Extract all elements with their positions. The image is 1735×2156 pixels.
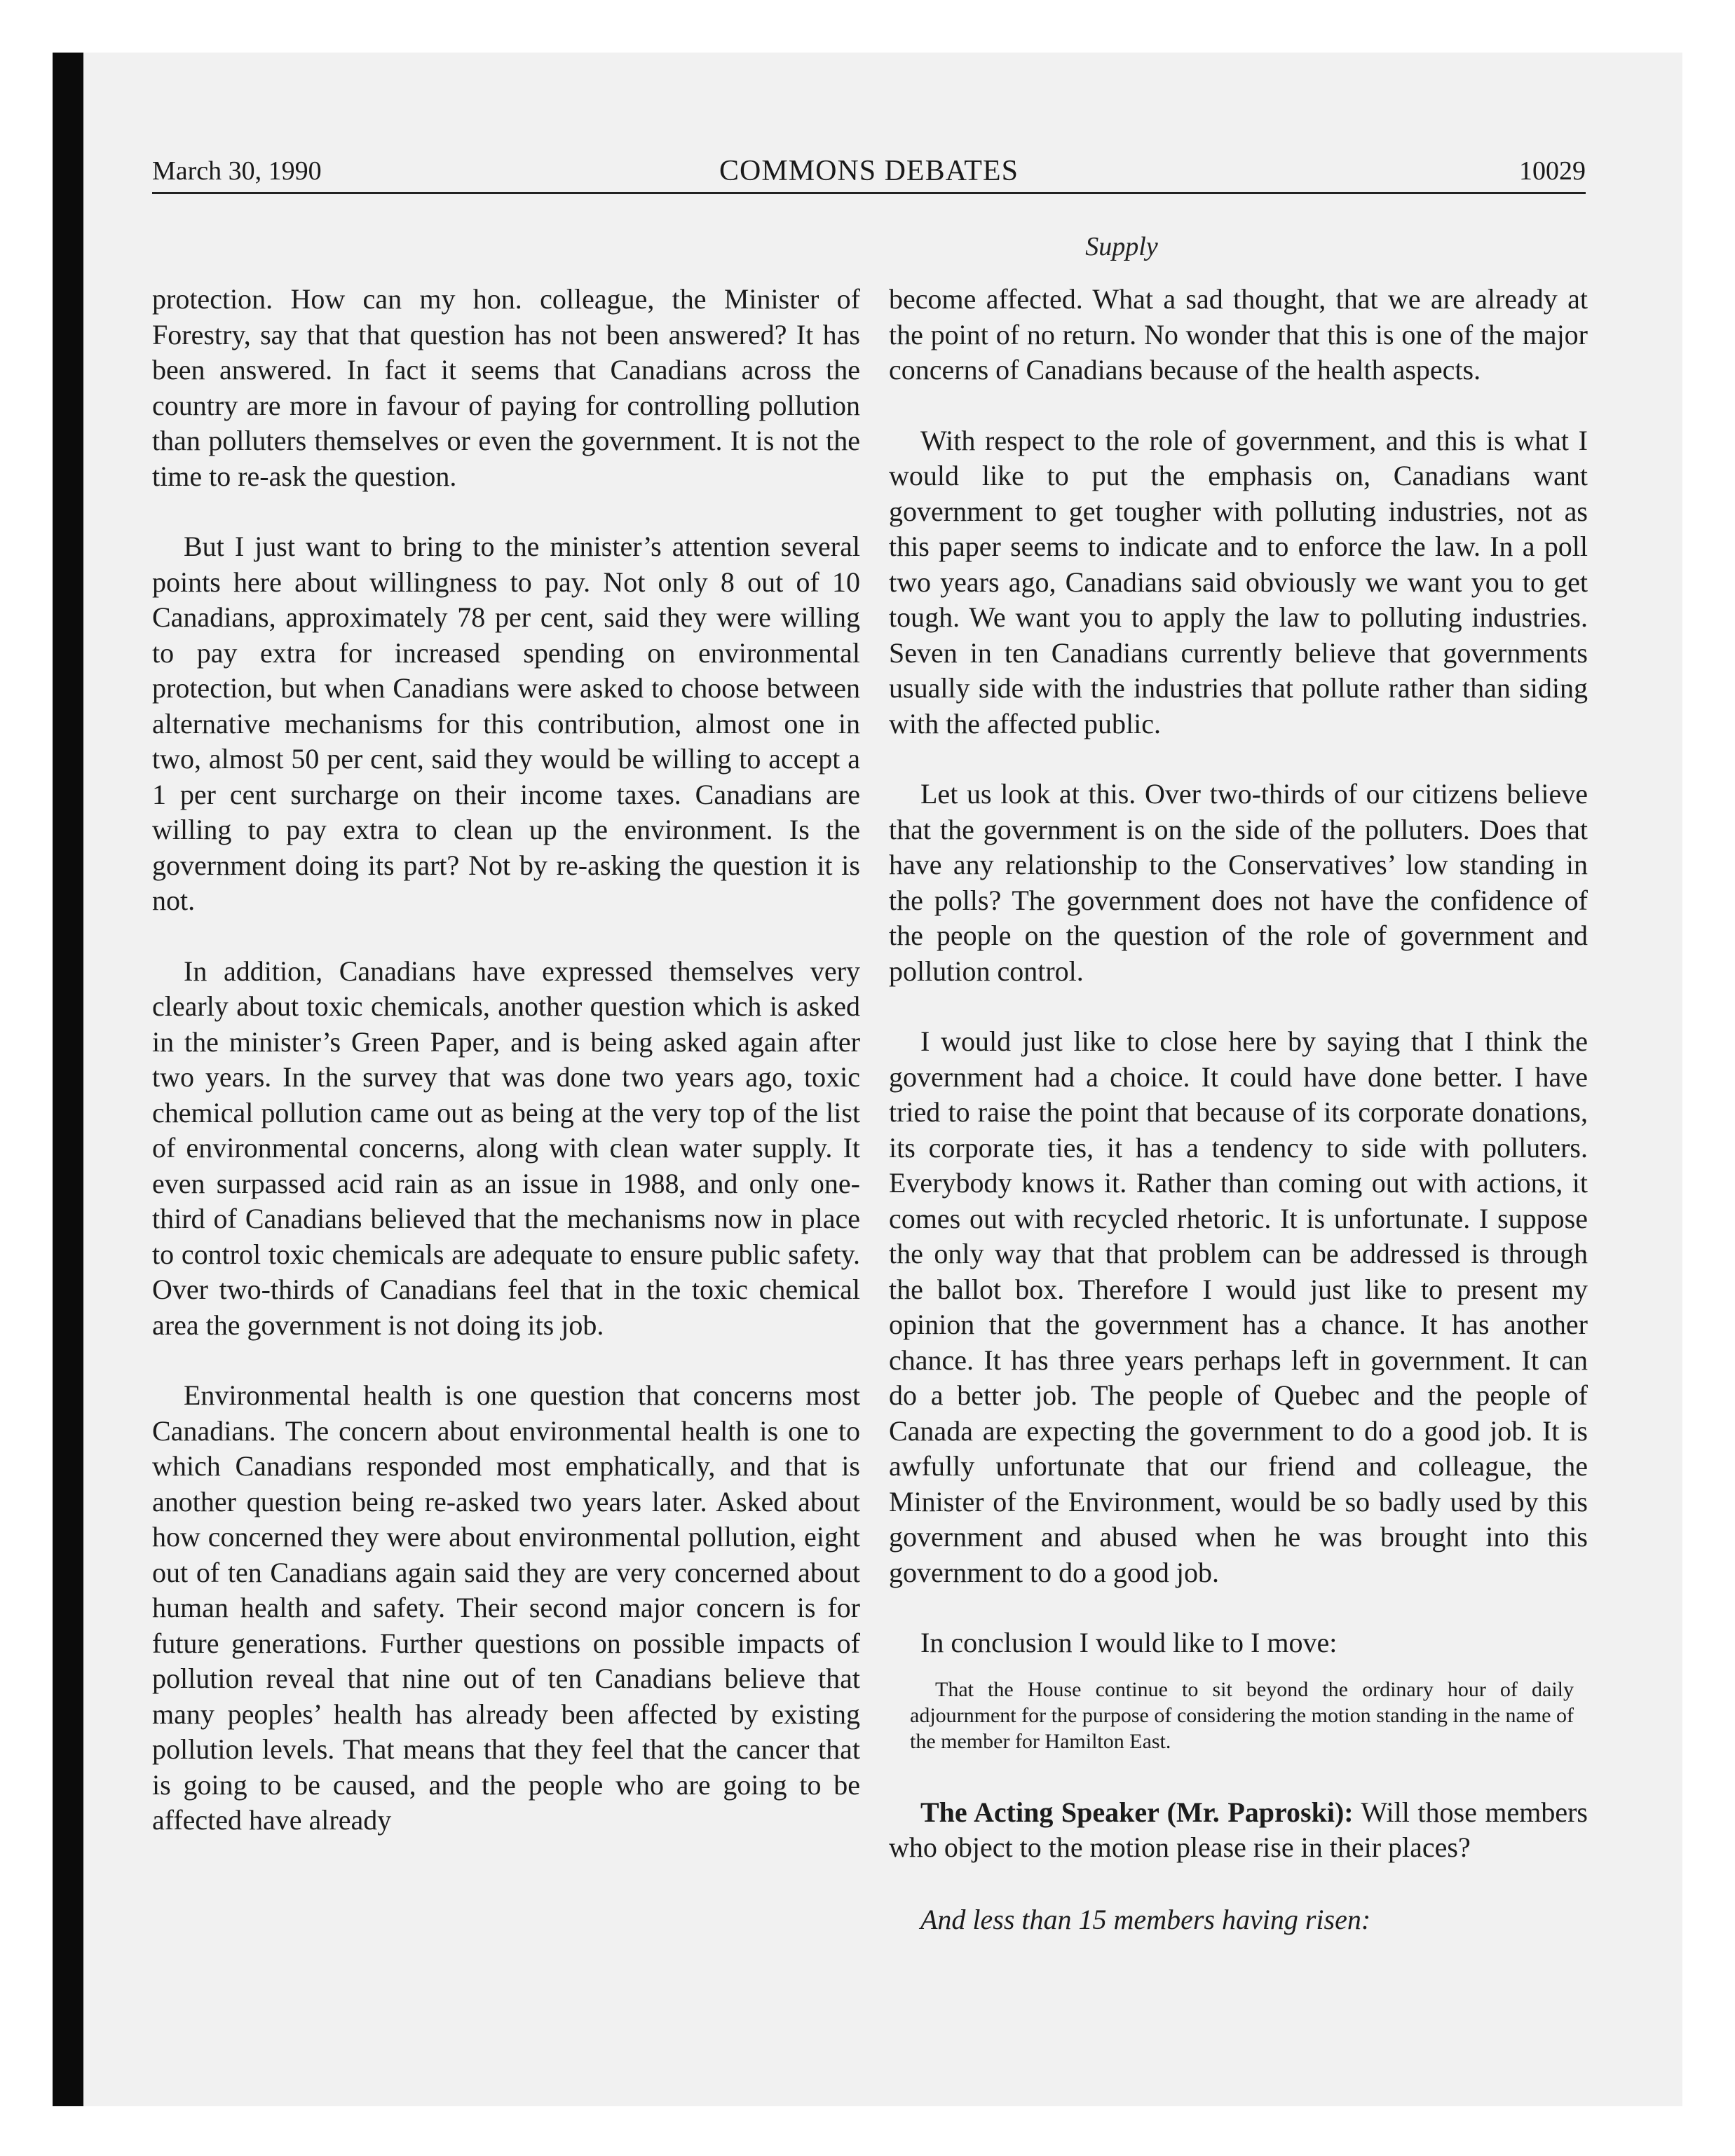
left-column <box>152 282 860 1874</box>
header-date: March 30, 1990 <box>152 156 322 186</box>
speaker-text: Will those members who object to the motion please rise in their places? <box>889 1796 1588 1863</box>
right-paragraph-2: With respect to the role of government, and this is what I would like to put the emphasis on, Canadians want government to get tougher with polluting industries, not as this paper seems to indicate and to enforce the law. In a poll two years ago, Canadians said obviously we want you to get tough. We want you to apply the law to polluting industries. Seven in ten Canadians currently believe that governments usually side with the industries that pollute rather than siding with the affected public. <box>889 424 1588 739</box>
right-paragraph-5: In conclusion I would like to I move: <box>920 1627 1338 1658</box>
left-paragraph-3: In addition, Canadians have expressed themselves very clearly about toxic chemicals, another question which is asked in the minister’s Green Paper, and is being asked again after two years. In the survey that was done two years ago, toxic chemical pollution came out as being at the very top of the list of environmental concerns, along with clean water supply. It even surpassed acid rain as an issue in 1988, and only one-third of Canadians believed that the mechanisms now in place to control toxic chemicals are adequate to ensure public safety. Over two-thirds of Canadians feel that in the toxic chemical area the government is not doing its job. <box>152 955 860 1341</box>
page-header <box>152 149 1586 198</box>
binding-edge <box>53 53 83 2106</box>
right-paragraph-3: Let us look at this. Over two-thirds of our citizens believe that the government is on the side of the polluters. Does that have any relationship to the Conservatives’ low standing in the polls? The government does not have the confidence of the people on the question of the role of government and pollution control. <box>889 778 1588 987</box>
header-rule <box>152 192 1586 194</box>
right-paragraph-1: become affected. What a sad thought, that we are already at the point of no return. No wonder that this is one of the major concerns of Canadians because of the health aspects. <box>889 283 1588 386</box>
right-paragraph-4: I would just like to close here by saying that I think the government had a choice. It could have done better. I have tried to raise the point that because of its corporate donations, its corporate ties, it has a tendency to side with polluters. Everybody knows it. Rather than coming out with actions, it comes out with recycled rhetoric. It is unfortunate. I suppose the only way that that problem can be addressed is through the ballot box. Therefore I would just like to present my opinion that the government has a chance. It has another chance. It has three years perhaps left in government. It can do a better job. The people of Quebec and the people of Canada are expecting the government to do a good job. It is awfully unfortunate that our friend and colleague, the Minister of the Environment, would be so badly used by this government and abused when he was brought into this government to do a good job. <box>889 1025 1588 1588</box>
motion-text: That the House continue to sit beyond the ordinary hour of daily adjournment for the purpose of considering the motion standing in the name of the member for Hamilton East. <box>910 1677 1574 1753</box>
speaker-name: The Acting Speaker (Mr. Paproski): <box>920 1796 1354 1828</box>
left-paragraph-4: Environmental health is one question that concerns most Canadians. The concern about environmental health is one to which Canadians responded most emphatically, and that is another question being re-asked two years later. Asked about how concerned they were about environmental pollution, eight out of ten Canadians again said they are very concerned about human health and safety. Their second major concern is for future generations. Further questions on possible impacts of pollution reveal that nine out of ten Canadians believe that many peoples’ health has already been affected by existing pollution levels. That means that they feel that the cancer that is going to be caused, and the people who are going to be affected have already <box>152 1379 860 1836</box>
left-paragraph-2: But I just want to bring to the minister’s attention several points here about willingness to pay. Not only 8 out of 10 Canadians, approximately 78 per cent, said they were willing to pay extra for increased spending on environmental protection, but when Canadians were asked to choose between alternative mechanisms for this contribution, almost one in two, almost 50 per cent, said they would be willing to accept a 1 per cent surcharge on their income taxes. Canadians are willing to pay extra to clean up the environment. Is the government doing its part? Not by re-asking the question it is not. <box>152 531 860 916</box>
header-page-number: 10029 <box>1519 156 1586 186</box>
header-title: COMMONS DEBATES <box>719 155 1019 187</box>
right-column <box>889 282 1588 1972</box>
running-head: Supply <box>1085 232 1158 261</box>
stage-direction: And less than 15 members having risen: <box>920 1903 1371 1935</box>
left-paragraph-1: protection. How can my hon. colleague, the Minister of Forestry, say that that question has not been answered? It has been answered. In fact it seems that Canadians across the country are more in favour of paying for controlling pollution than polluters themselves or even the government. It is not the time to re-ask the question. <box>152 283 860 492</box>
speaker-paragraph <box>889 1795 1588 1866</box>
